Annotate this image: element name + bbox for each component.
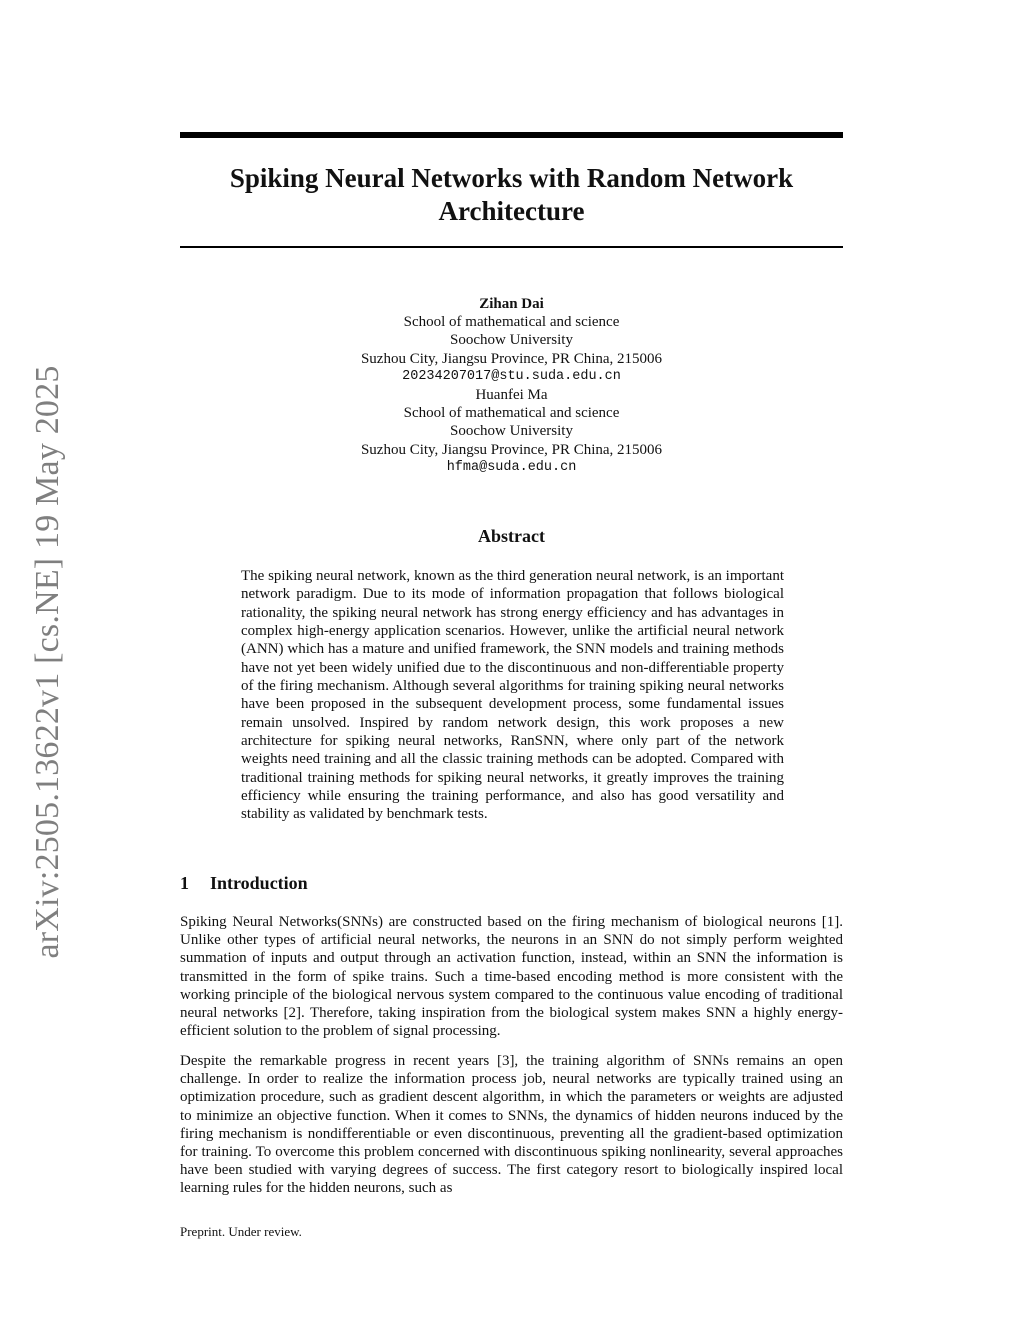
footer-note: Preprint. Under review. [180,1224,302,1239]
section-number: 1 [180,873,189,893]
section-title: Introduction [210,873,308,893]
author-address: Suzhou City, Jiangsu Province, PR China, 215006 [360,350,663,367]
section-heading [180,873,308,894]
author-email[interactable]: hfma@suda.edu.cn [446,459,577,475]
abstract-text: The spiking neural network, known as the third generation neural network, is an important network paradigm. Due to its mode of information propagation that follows biological rationality, the spiking neural network has strong energy efficiency and has advantages in complex high-energy application scenarios. However, unlike the artificial neural network (ANN) which has a mature and unified framework, the SNN models and training methods have not yet been widely unified due to the discontinuous and non-differentiable property of the firing mechanism. Although several algorithms for training spiking neural networks have been proposed in the subsequent development process, some fundamental issues remain unsolved. Inspired by random network design, this work proposes a new architecture for spiking neural networks, RanSNN, where only part of the network weights need training and all the classic training methods can be adopted. Compared with traditional training methods for spiking neural networks, it greatly improves the training efficiency while ensuring the training performance, and also has good versatility and stability as validated by benchmark tests. [241,568,784,823]
author-name: Zihan Dai [479,296,544,312]
intro-paragraph-2: Despite the remarkable progress in recent years [3], the training algorithm of SNNs remains an open challenge. In order to realize the information process job, neural networks are typically trained using an optimization procedure, such as gradient descent algorithm, in which the parameters or weights are adjusted to minimize an objective function. When it comes to SNNs, the dynamics of hidden neurons induced by the firing mechanism is nondifferentiable or even discontinuous, preventing all the gradient-based optimization for training. To overcome this problem concerned with discontinuous spiking nonlinearity, several approaches have been studied with varying degrees of success. The first category resort to biologically inspired local learning rules for the hidden neurons, such as [180,1053,843,1197]
author-university: Soochow University [450,332,573,349]
intro-paragraph-1: Spiking Neural Networks(SNNs) are constructed based on the firing mechanism of biological neurons [1]. Unlike other types of artificial neural networks, the neurons in an SNN do not simply perform weighted summation of inputs and output through an activation function, instead, within an SNN the information is transmitted in the form of spike trains. Such a time-based encoding method is more consistent with the working principle of the biological nervous system compared to the continuous value encoding of traditional neural networks [2]. Therefore, taking inspiration from the biological system makes SNN a highly energy-efficient solution to the problem of signal processing. [180,914,843,1040]
author-affiliation: School of mathematical and science [403,405,620,422]
author-block [180,295,843,477]
paper-title: Spiking Neural Networks with Random Network Architecture [229,163,794,226]
author-email[interactable]: 20234207017@stu.suda.edu.cn [402,368,621,384]
title-top-rule [180,132,843,138]
title-bottom-rule [180,246,843,248]
abstract-heading: Abstract [478,526,545,546]
arxiv-side-stamp: arXiv:2505.13622v1 [cs.NE] 19 May 2025 [29,365,66,959]
author-affiliation: School of mathematical and science [403,314,620,331]
author-university: Soochow University [450,423,573,440]
author-name: Huanfei Ma [475,387,548,404]
author-address: Suzhou City, Jiangsu Province, PR China, 215006 [360,441,663,458]
